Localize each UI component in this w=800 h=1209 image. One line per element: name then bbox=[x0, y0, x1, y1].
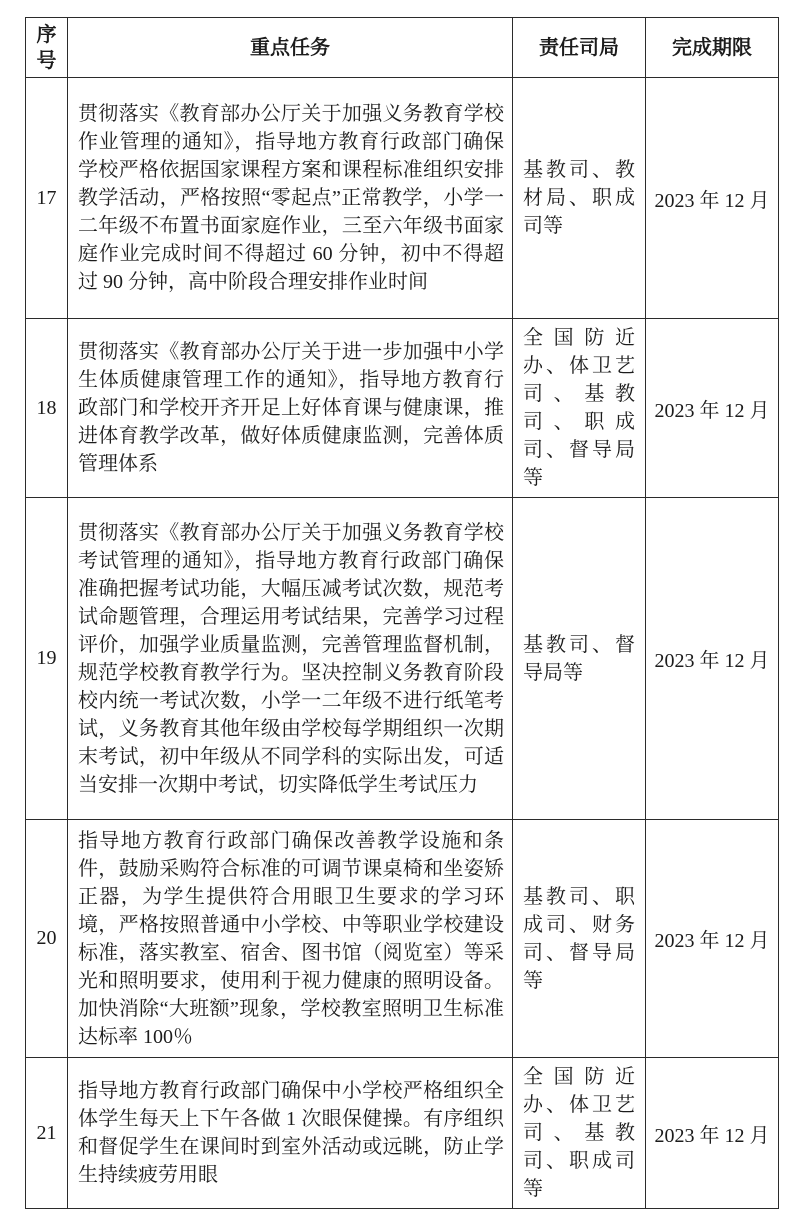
key-tasks-table bbox=[25, 17, 779, 1209]
row-number: 20 bbox=[26, 820, 68, 1058]
row-deadline: 2023 年 12 月 bbox=[646, 319, 779, 498]
row-number: 18 bbox=[26, 319, 68, 498]
col-header-department: 责任司局 bbox=[513, 18, 646, 78]
row-task-text: 贯彻落实《教育部办公厅关于加强义务教育学校考试管理的通知》，指导地方教育行政部门确保准确把握考试功能，大幅压减考试次数，规范考试命题管理，合理运用考试结果，完善学习过程评价，加强学业质量监测，完善管理监督机制，规范学校教育教学行为。坚决控制义务教育阶段校内统一考试次数，小学一二年级不进行纸笔考试，义务教育其他年级由学校每学期组织一次期末考试，初中年级从不同学科的实际出发，可适当安排一次期中考试，切实降低学生考试压力 bbox=[68, 498, 513, 820]
row-number: 17 bbox=[26, 78, 68, 319]
row-deadline: 2023 年 12 月 bbox=[646, 820, 779, 1058]
row-department: 基教司、督导局等 bbox=[513, 498, 646, 820]
table-row bbox=[26, 1058, 779, 1209]
col-header-deadline: 完成期限 bbox=[646, 18, 779, 78]
col-header-number: 序号 bbox=[26, 18, 68, 78]
row-deadline: 2023 年 12 月 bbox=[646, 78, 779, 319]
row-deadline: 2023 年 12 月 bbox=[646, 1058, 779, 1209]
row-deadline: 2023 年 12 月 bbox=[646, 498, 779, 820]
row-number: 21 bbox=[26, 1058, 68, 1209]
table-row bbox=[26, 319, 779, 498]
row-department: 基教司、教材局、职成司等 bbox=[513, 78, 646, 319]
table-row bbox=[26, 820, 779, 1058]
col-header-task: 重点任务 bbox=[68, 18, 513, 78]
row-task-text: 贯彻落实《教育部办公厅关于加强义务教育学校作业管理的通知》，指导地方教育行政部门确保学校严格依据国家课程方案和课程标准组织安排教学活动，严格按照“零起点”正常教学，小学一二年级不布置书面家庭作业，三至六年级书面家庭作业完成时间不得超过 60 分钟，初中不得超过 90 分钟，高中阶段合理安排作业时间 bbox=[68, 78, 513, 319]
row-department: 全国防近办、体卫艺司、基教司、职成司、督导局等 bbox=[513, 319, 646, 498]
row-task-text: 贯彻落实《教育部办公厅关于进一步加强中小学生体质健康管理工作的通知》，指导地方教育行政部门和学校开齐开足上好体育课与健康课，推进体育教学改革，做好体质健康监测，完善体质管理体系 bbox=[68, 319, 513, 498]
row-task-text: 指导地方教育行政部门确保中小学校严格组织全体学生每天上下午各做 1 次眼保健操。有序组织和督促学生在课间时到室外活动或远眺，防止学生持续疲劳用眼 bbox=[68, 1058, 513, 1209]
table-header-row bbox=[26, 18, 779, 78]
row-task-text: 指导地方教育行政部门确保改善教学设施和条件，鼓励采购符合标准的可调节课桌椅和坐姿矫正器，为学生提供符合用眼卫生要求的学习环境，严格按照普通中小学校、中等职业学校建设标准，落实教室、宿舍、图书馆（阅览室）等采光和照明要求，使用利于视力健康的照明设备。加快消除“大班额”现象，学校教室照明卫生标准达标率 100％ bbox=[68, 820, 513, 1058]
row-number: 19 bbox=[26, 498, 68, 820]
table-row bbox=[26, 78, 779, 319]
row-department: 基教司、职成司、财务司、督导局等 bbox=[513, 820, 646, 1058]
table-row bbox=[26, 498, 779, 820]
row-department: 全国防近办、体卫艺司、基教司、职成司等 bbox=[513, 1058, 646, 1209]
